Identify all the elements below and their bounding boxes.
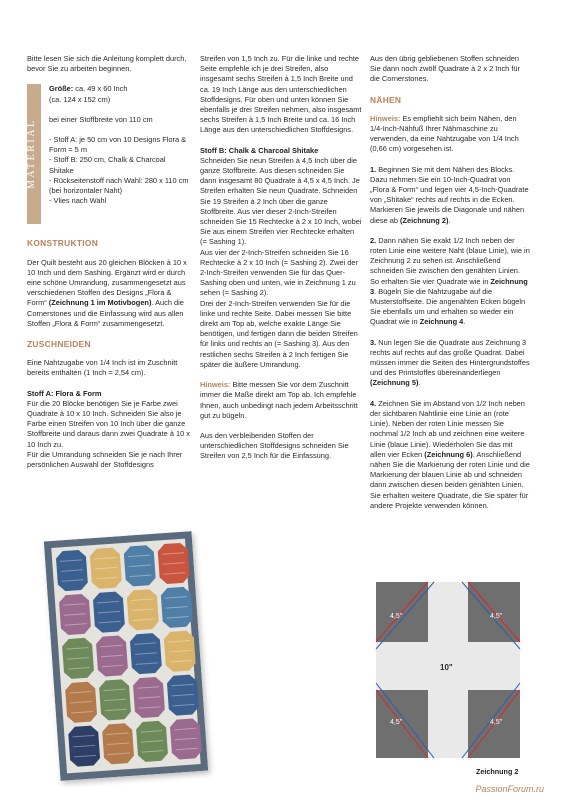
quilt-photo-svg	[44, 531, 208, 781]
cornerstones-text: Aus den übrig gebliebenen Stoffen schneiden Sie dann noch zwölf Quadrate à 2 x 2 Inch für die Cornerstones.	[370, 54, 520, 84]
fabric-width: bei einer Stoffbreite von 110 cm	[49, 114, 153, 124]
section-naehen-title: NÄHEN	[370, 94, 402, 105]
strips-text: Streifen von 1,5 Inch zu. Für die linke und rechte Seite empfehle ich je drei Streifen, also insgesamt sechs Streifen à 1,5 Inch Breite und ca. 19 Inch Länge aus den unterschiedlichen Stoffdesigns. Für oben und unten können Sie ebenfalls je drei Streifen nehmen, also insgesamt sechs Streifen à 1,5 Inch Breite und ca. 16 Inch Länge aus den unterschiedlichen Stoffdesigns.	[200, 54, 362, 135]
center-label: 10"	[440, 663, 453, 672]
step-3: 3. Nun legen Sie die Quadrate aus Zeichnung 3 rechts auf rechts auf das große Quadrat. Dabei müssen immer die Seiten des Hintergrundstoffes und des Printstoffes übereinanderliegen (Zeichnung 5).	[370, 337, 530, 388]
intro-text: Bitte lesen Sie sich die Anleitung komplett durch, bevor Sie zu arbeiten beginnen.	[27, 54, 187, 74]
size-label: Größe:	[49, 84, 74, 94]
material-item: - Rückseitenstoff nach Wahl: 280 x 110 cm (bei horizontaler Naht)	[49, 175, 189, 196]
column-left	[27, 54, 190, 480]
material-label: MATERIAL	[26, 119, 37, 190]
hinweis-naehen: Hinweis: Es empfiehlt sich beim Nähen, den 1/4-Inch-Nähfuß Ihrer Nähmaschine zu verwenden, da eine Nahtzugabe von 1/4 Inch (0,66 cm) vorgesehen ist.	[370, 113, 519, 154]
material-item: - Stoff B: 250 cm, Chalk & Charcoal Shitake	[49, 155, 166, 175]
quilt-photo	[44, 531, 208, 781]
stoff-b-title: Stoff B: Chalk & Charcoal Shitake	[200, 145, 319, 155]
zuschneiden-text: Eine Nahtzugabe von 1/4 Inch ist im Zuschnitt bereits enthalten (1 Inch = 2,54 cm).	[27, 358, 178, 378]
size-cm: (ca. 124 x 152 cm)	[49, 94, 111, 104]
corner-label-br: 4,5"	[490, 719, 503, 726]
material-item: - Stoff A: je 50 cm von 10 Designs Flora & Form = 5 m	[49, 135, 187, 155]
section-zuschneiden-title: ZUSCHNEIDEN	[27, 339, 91, 350]
material-item: - Vlies nach Wahl	[49, 196, 107, 206]
diagram-zeichnung-2	[368, 570, 528, 760]
step-2: 2. Dann nähen Sie exakt 1/2 Inch neben der roten Linie eine weitere Naht (blaue Linie), wie in Zeichnung 2 zu sehen ist. Anschließend schneiden Sie zwischen den genähten Linien. So erhalten Sie vier Quadrate wie in Zeichnung 3. Bügeln Sie die Nahtzugabe auf die Musterstoffseite. Die angenähten Ecken bügeln Sie ebenfalls um und erhalten so wieder ein Quadrat wie in Zeichnung 4.	[370, 235, 530, 327]
einfassung-text: Aus den verbleibenden Stoffen der unterschiedlichen Stoffdesigns schneiden Sie Streifen von 2,5 Inch für die Einfassung.	[200, 430, 349, 461]
column-right	[370, 54, 530, 521]
corner-label-tr: 4,5"	[490, 613, 503, 620]
material-body	[49, 84, 190, 206]
footer-watermark: PassionForum.ru	[475, 784, 544, 794]
stoff-b-text-3: Drei der 2-Inch-Streifen verwenden Sie für die linke und rechte Seite. Dabei messen Sie bitte direkt am Top ab, welche exakte Länge Sie benötigen, und fertigen dann die beiden Streifen für links und rechts an (= Sashing 3). Aus den restlichen sechs Streifen à 2 Inch fertigen Sie später die äußere Umrandung.	[200, 298, 358, 369]
hinweis-zuschnitt: Hinweis: Bitte messen Sie vor dem Zuschnitt immer die Maße direkt am Top ab. Ich empfehle Ihnen, auch unbedingt nach jedem Arbeitsschritt gut zu bügeln.	[200, 380, 358, 420]
size-value: ca. 49 x 60 Inch	[73, 84, 128, 94]
diagram-svg	[368, 570, 528, 760]
step-4: 4. Zeichnen Sie im Abstand von 1/2 Inch neben der sichtbaren Nahtlinie eine Linie an (rote Linie). Neben der roten Linie messen Sie nochmal 1/2 Inch ab und zeichnen eine weitere Linie (blaue Linie). Wiederholen Sie das mit allen vier Ecken (Zeichnung 6). Anschließend nähen Sie die Markierung der roten Linie und die Markierung der blauen Linie ab und schneiden dann zwischen diesen beiden genähten Linien. Sie erhalten weitere Quadrate, die Sie später für andere Projekte verwenden können.	[370, 398, 530, 510]
stoff-b-text-2: Aus vier der 2-Inch-Streifen schneiden Sie 16 Rechtecke à 2 x 10 Inch (= Sashing 2). Zwei der 2-Inch-Streifen verwenden Sie für das Quer-Sashing oben und unten, wie in Zeichnung 1 zu sehen (= Sashing 2).	[200, 247, 358, 298]
step-1: 1. Beginnen Sie mit dem Nähen des Blocks. Dazu nehmen Sie ein 10-Inch-Quadrat von „Flora & Form“ und legen vier 4,5-Inch-Quadrate von „Shitake“ rechts auf rechts in die Ecken. Markieren Sie jeweils die Diagonale und nähen diese ab (Zeichnung 2).	[370, 164, 529, 225]
diagram-caption: Zeichnung 2	[476, 767, 519, 776]
stoff-b-text: Schneiden Sie neun Streifen à 4,5 Inch über die ganze Stoffbreite. Aus diesen schneiden Sie dann insgesamt 80 Quadrate à 4,5 x 4,5 Inch. Je Streifen erhalten Sie neun Quadrate. Schneiden Sie 19 Streifen à 2 Inch über die ganze Stoffbreite. Aus vier dieser 2-Inch-Streifen schneiden Sie 15 Rechtecke à 2 x 10 Inch, wobei Sie aus einem Streifen vier Rechtecke erhalten (= Sashing 1).	[200, 155, 362, 247]
stoff-a-text: Für die 20 Blöcke benötigen Sie je Farbe zwei Quadrate à 10 x 10 Inch. Schneiden Sie also je Farbe einen Streifen von 10 Inch über die ganze Stoffbreite und daraus dann zwei Quadrate à 10 x 10 Inch zu.	[27, 398, 190, 449]
material-box	[27, 84, 190, 224]
stoff-a-text-2: Für die Umrandung schneiden Sie je nach Ihrer persönlichen Auswahl der Stoffdesigns	[27, 449, 183, 470]
konstruktion-text: Der Quilt besteht aus 20 gleichen Blöcken à 10 x 10 Inch und dem Sashing. Ergänzt wird er durch eine schöne Umrandung, zusammengesetzt aus verschiedenen Stoffen des Designs „Flora & Form“ (Zeichnung 1 im Motivbogen). Auch die Cornerstones und die Einfassung wird aus allen Stoffen „Flora & Form“ zusammengesetzt.	[27, 257, 187, 328]
column-middle	[200, 54, 362, 472]
corner-label-tl: 4,5"	[390, 613, 403, 620]
stoff-a-title: Stoff A: Flora & Form	[27, 388, 102, 398]
corner-label-bl: 4,5"	[390, 719, 403, 726]
section-konstruktion-title: KONSTRUKTION	[27, 238, 99, 249]
